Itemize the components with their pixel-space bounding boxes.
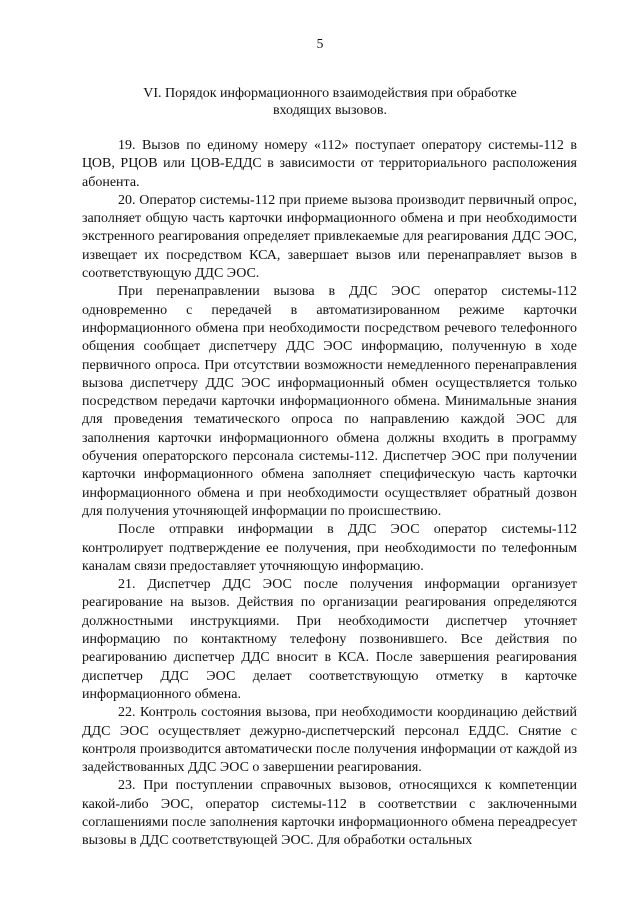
section-title <box>80 85 580 119</box>
paragraph-23: 23. При поступлении справочных вызовов, относящихся к компетенции какой-либо ЭОС, оператор системы-112 в соответствии с заключенными соглашениями после заполнения карточки информационного обмена переадресует вызовы в ДДС соответствующей ЭОС. Для обработки остальных <box>82 778 577 849</box>
paragraph-21: 21. Диспетчер ДДС ЭОС после получения информации организует реагирование на вызов. Действия по организации реагирования определяются должностными инструкциями. При необходимости диспетчер уточняет информацию по контактному телефону позвонившего. Все действия по реагированию диспетчер ДДС вносит в КСА. После завершения реагирования диспетчер ДДС ЭОС делает соответствующую отметку в карточке информационного обмена. <box>82 577 577 702</box>
section-title-line-2: входящих вызовов. <box>272 103 388 118</box>
section-title-line-1: VI. Порядок информационного взаимодействия при обработке <box>143 86 517 101</box>
paragraph-20: 20. Оператор системы-112 при приеме вызова производит первичный опрос, заполняет общую часть карточки информационного обмена и при необходимости экстренного реагирования определяет привлекаемые для реагирования ДДС ЭОС, извещает их посредством КСА, завершает вызов или перенаправляет вызов в соответствующую ДДС ЭОС. <box>82 192 577 282</box>
document-body <box>82 137 577 851</box>
paragraph-redirection: При перенаправлении вызова в ДДС ЭОС оператор системы-112 одновременно с передачей в автоматизированном режиме карточки информационного обмена при необходимости посредством речевого телефонного общения сообщает диспетчеру ДДС ЭОС информацию, полученную в ходе первичного опроса. При отсутствии возможности немедленного перенаправления вызова диспетчеру ДДС ЭОС информационный обмен осуществляется только посредством передачи карточки информационного обмена. Минимальные знания для проведения тематического опроса по направлению каждой ЭОС для заполнения карточки информационного обмена должны входить в программу обучения операторского персонала системы-112. Диспетчер ЭОС при получении карточки информационного обмена заполняет специфическую часть карточки информационного обмена и при необходимости осуществляет обратный дозвон для получения уточняющей информации по происшествию. <box>82 284 577 519</box>
paragraph-confirmation: После отправки информации в ДДС ЭОС оператор системы-112 контролирует подтверждение ее получения, при необходимости по телефонным каналам связи предоставляет уточняющую информацию. <box>82 522 577 574</box>
paragraph-19: 19. Вызов по единому номеру «112» поступает оператору системы-112 в ЦОВ, РЦОВ или ЦОВ-ЕДДС в зависимости от территориального расположения абонента. <box>82 138 577 190</box>
paragraph-22: 22. Контроль состояния вызова, при необходимости координацию действий ДДС ЭОС осуществляет дежурно-диспетчерский персонал ЕДДС. Снятие с контроля производится автоматически после получения информации от каждой из задействованных ДДС ЭОС о завершении реагирования. <box>82 705 577 776</box>
page-number: 5 <box>316 36 324 51</box>
